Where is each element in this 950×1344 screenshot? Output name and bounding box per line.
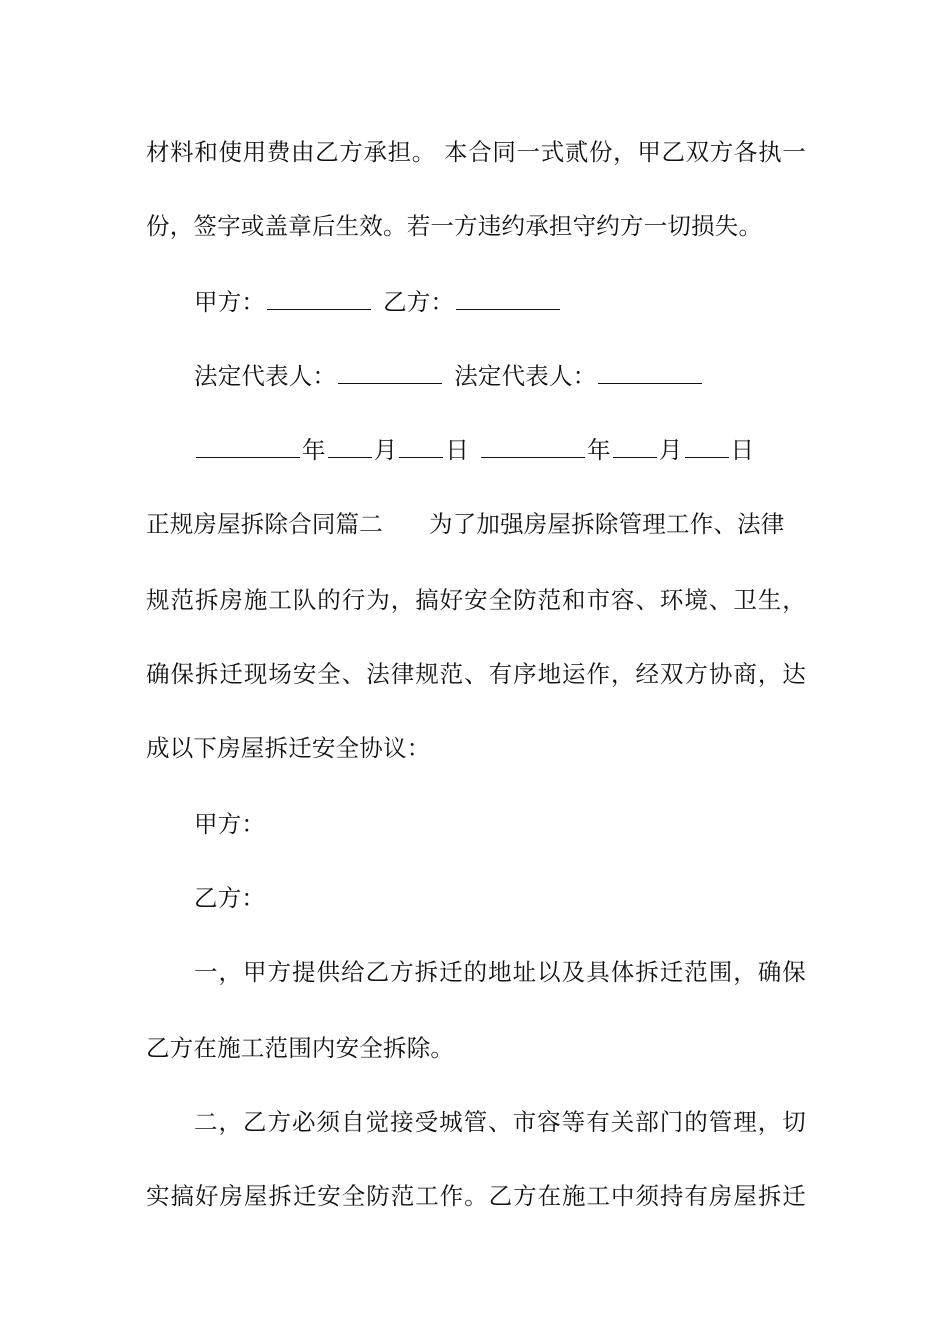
- signature-party-line: [194, 282, 854, 322]
- date-b-day-blank: [685, 435, 729, 458]
- clause-2-line-2: 实搞好房屋拆迁安全防范工作。乙方在施工中须持有房屋拆迁: [146, 1182, 806, 1210]
- paragraph-line-4: 确保拆迁现场安全、法律规范、有序地运作，经双方协商，达: [146, 660, 806, 688]
- date-a-year-blank: [196, 435, 300, 458]
- signature-date-line: [194, 430, 854, 470]
- clause-1-line-1: 一，甲方提供给乙方拆迁的地址以及具体拆迁范围，确保: [194, 958, 806, 986]
- paragraph-line-3: 规范拆房施工队的行为，搞好安全防范和市容、环境、卫生，: [146, 586, 806, 614]
- date-a-month: 月: [373, 436, 398, 464]
- date-b-month: 月: [658, 436, 683, 464]
- clause-1-line-2: 乙方在施工范围内安全拆除。: [146, 1034, 455, 1062]
- rep-b-blank: [598, 361, 702, 384]
- rep-b-label: 法定代表人：: [454, 362, 597, 390]
- date-a-year: 年: [302, 436, 326, 464]
- section-intro: 为了加强房屋拆除管理工作、法律: [429, 510, 785, 538]
- date-a-day: 日: [445, 436, 470, 464]
- clause-2-line-1: 二，乙方必须自觉接受城管、市容等有关部门的管理，切: [194, 1108, 806, 1136]
- date-b-year-blank: [481, 435, 585, 458]
- rep-a-blank: [338, 361, 442, 384]
- paragraph-line-5: 成以下房屋拆迁安全协议：: [146, 734, 431, 762]
- party-a-line: 甲方：: [194, 810, 266, 838]
- signature-rep-line: [194, 356, 854, 396]
- section-title: 正规房屋拆除合同篇二: [146, 510, 383, 538]
- date-b-year: 年: [587, 436, 611, 464]
- party-b-label: 乙方：: [383, 288, 455, 316]
- date-b-month-blank: [613, 435, 657, 458]
- party-a-blank: [267, 287, 371, 310]
- date-a-day-blank: [399, 435, 443, 458]
- date-b-day: 日: [730, 436, 755, 464]
- date-a-month-blank: [328, 435, 372, 458]
- party-a-label: 甲方：: [194, 288, 266, 316]
- paragraph-line-1: 材料和使用费由乙方承担。 本合同一式贰份，甲乙双方各执一: [146, 138, 806, 166]
- party-b-line: 乙方：: [194, 884, 266, 912]
- section-heading-line: [146, 504, 806, 544]
- paragraph-line-2: 份，签字或盖章后生效。若一方违约承担守约方一切损失。: [146, 212, 763, 240]
- rep-a-label: 法定代表人：: [194, 362, 337, 390]
- party-b-blank: [456, 287, 560, 310]
